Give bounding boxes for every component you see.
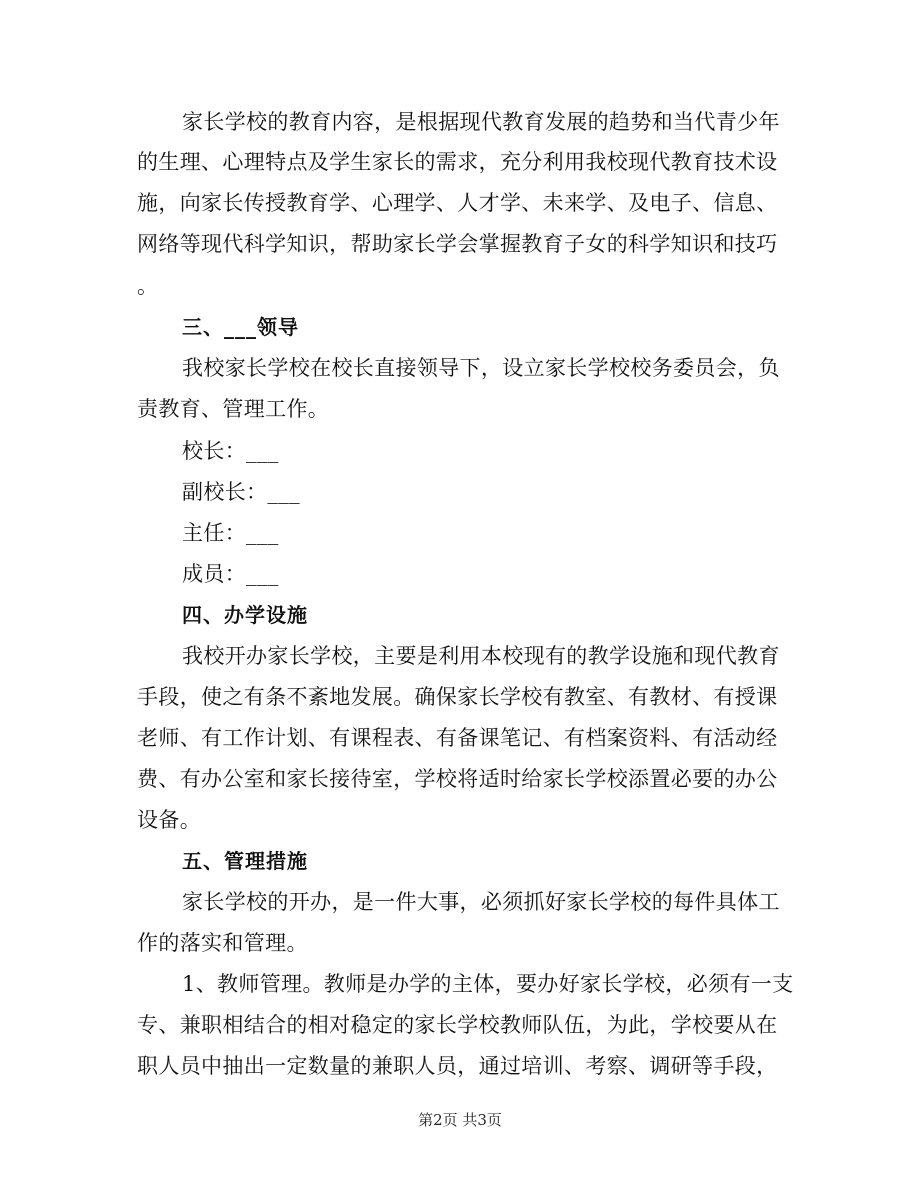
paragraph-line	[0, 888, 920, 916]
member-line	[0, 478, 920, 506]
paragraph-text: 施，向家长传授教育学、心理学、人才学、未来学、及电子、信息、	[137, 191, 778, 215]
paragraph-line	[0, 230, 920, 258]
paragraph-line	[0, 970, 920, 998]
paragraph-text: 费、有办公室和家长接待室，学校将适时给家长学校添置必要的办公	[137, 767, 778, 791]
paragraph-text: 手段，使之有条不紊地发展。确保家长学校有教室、有教材、有授课	[137, 685, 778, 709]
paragraph-text: 家长学校的开办，是一件大事，必须抓好家长学校的每件具体工	[182, 890, 780, 914]
paragraph-line	[0, 683, 920, 711]
paragraph-line	[0, 148, 920, 176]
member-director: 主任：___	[182, 521, 279, 545]
paragraph-text: 的生理、心理特点及学生家长的需求，充分利用我校现代教育技术设	[137, 150, 778, 174]
paragraph-line	[0, 806, 920, 834]
section-4-heading: 四、办学设施	[182, 603, 308, 627]
paragraph-text: 家长学校的教育内容，是根据现代教育发展的趋势和当代青少年	[182, 110, 780, 134]
section-heading	[0, 313, 920, 341]
paragraph-line	[0, 1011, 920, 1039]
paragraph-line	[0, 354, 920, 382]
paragraph-line	[0, 189, 920, 217]
paragraph-line	[0, 642, 920, 670]
paragraph-text: 1、教师管理。教师是办学的主体，要办好家长学校，必须有一支	[182, 972, 794, 996]
member-line	[0, 560, 920, 588]
member-line	[0, 519, 920, 547]
paragraph-text: 网络等现代科学知识，帮助家长学会掌握教育子女的科学知识和技巧	[137, 232, 778, 256]
paragraph-text: 设备。	[137, 808, 202, 832]
section-heading	[0, 847, 920, 875]
section-5-heading: 五、管理措施	[182, 849, 308, 873]
paragraph-line	[0, 395, 920, 423]
member-vice-principal: 副校长：___	[182, 480, 300, 504]
paragraph-text: 我校家长学校在校长直接领导下，设立家长学校校务委员会，负	[182, 356, 780, 380]
page-footer	[0, 1110, 920, 1130]
paragraph-line	[0, 765, 920, 793]
paragraph-line	[0, 724, 920, 752]
paragraph-line	[0, 108, 920, 136]
paragraph-text: 职人员中抽出一定数量的兼职人员，通过培训、考察、调研等手段，	[137, 1054, 778, 1078]
paragraph-line	[0, 272, 920, 300]
page-number: 第2页 共3页	[418, 1111, 502, 1129]
paragraph-line	[0, 929, 920, 957]
member-principal: 校长：___	[182, 439, 279, 463]
paragraph-text: 责教育、管理工作。	[137, 397, 330, 421]
paragraph-text: 作的落实和管理。	[137, 931, 308, 955]
paragraph-text: 我校开办家长学校，主要是利用本校现有的教学设施和现代教育	[182, 644, 780, 668]
member-members: 成员：___	[182, 562, 279, 586]
paragraph-text: 老师、有工作计划、有课程表、有备课笔记、有档案资料、有活动经	[137, 726, 778, 750]
member-line	[0, 437, 920, 465]
section-3-heading: 三、___领导	[182, 315, 299, 339]
paragraph-text: 。	[137, 274, 159, 298]
section-heading	[0, 601, 920, 629]
paragraph-line	[0, 1052, 920, 1080]
paragraph-text: 专、兼职相结合的相对稳定的家长学校教师队伍，为此，学校要从在	[137, 1013, 778, 1037]
